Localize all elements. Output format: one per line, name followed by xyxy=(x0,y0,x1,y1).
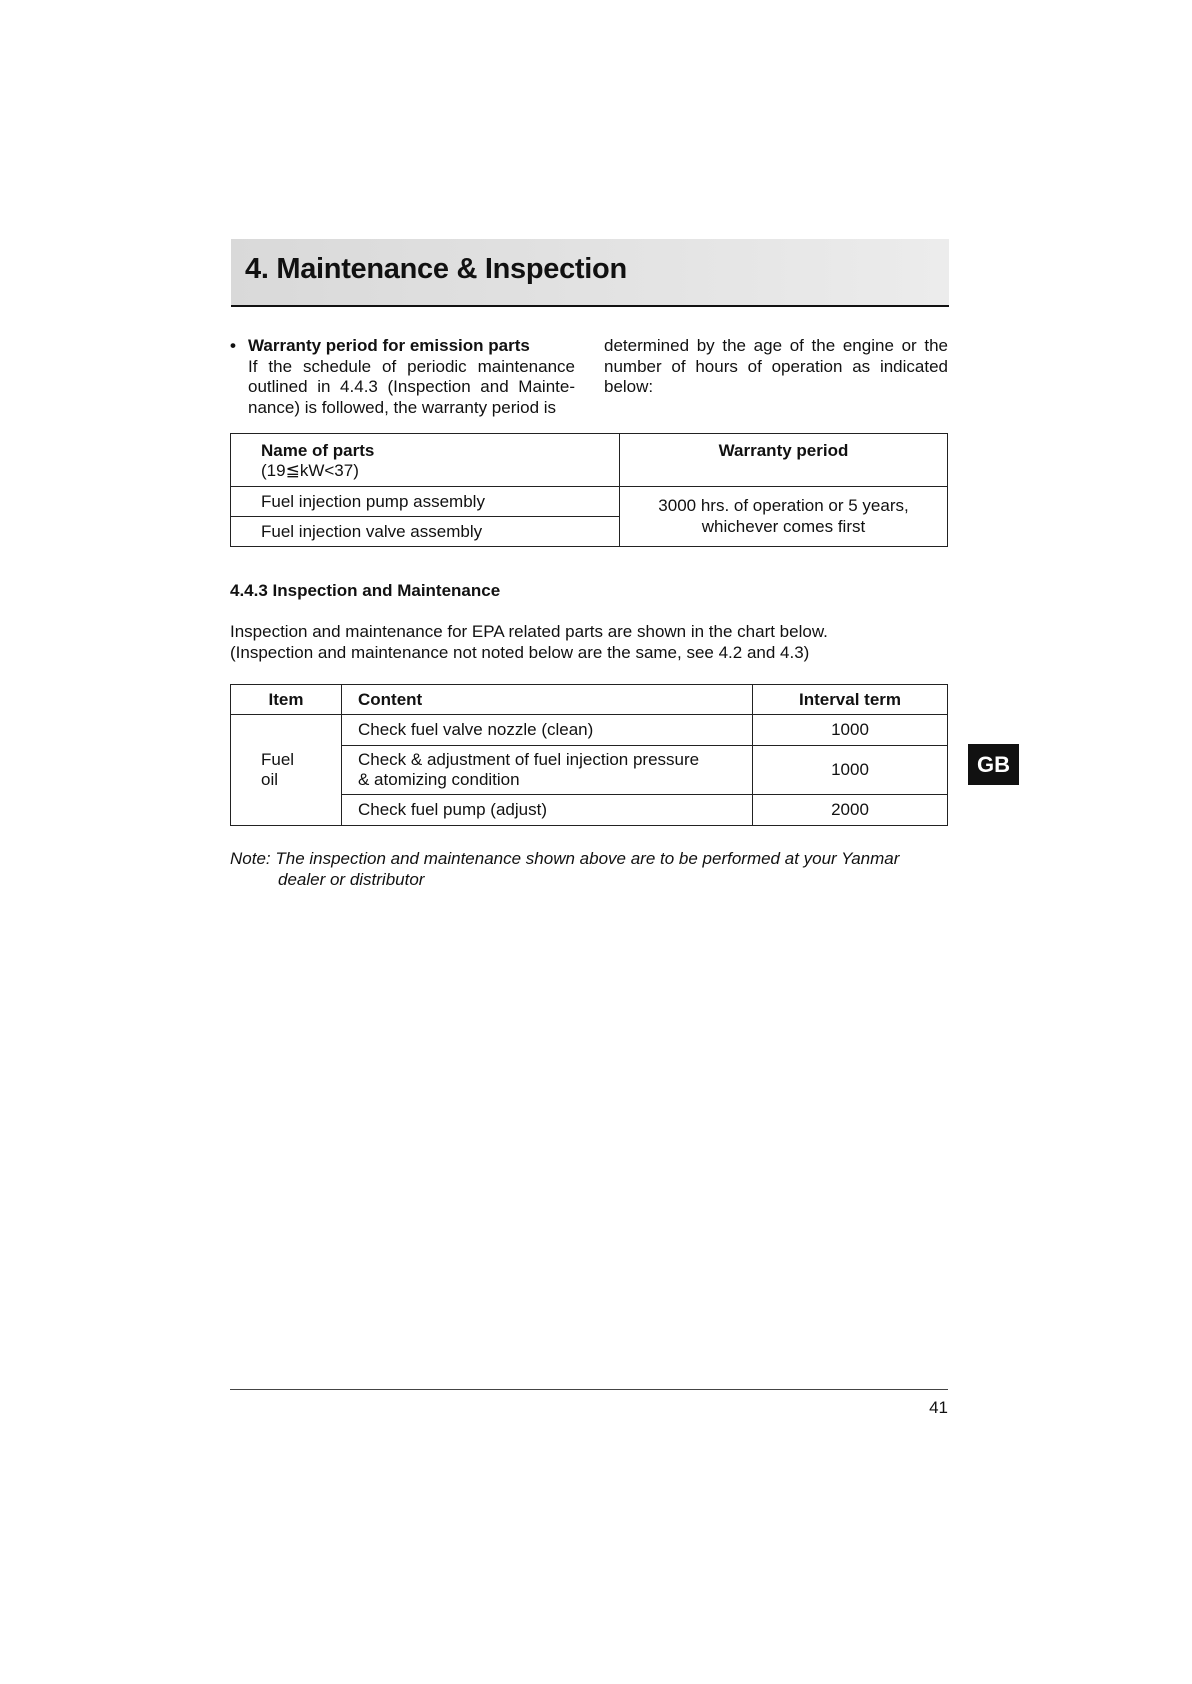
part-name-cell: Fuel injection valve assembly xyxy=(231,517,620,547)
language-tab: GB xyxy=(968,744,1019,785)
warranty-table xyxy=(230,433,948,547)
note-line2: dealer or distributor xyxy=(278,869,425,889)
warranty-period-cell xyxy=(620,487,948,547)
warranty-period-header xyxy=(620,434,948,487)
interval-table xyxy=(230,684,948,826)
name-of-parts-label: Name of parts xyxy=(261,441,375,460)
power-range-label: (19≦kW<37) xyxy=(261,461,359,480)
note xyxy=(230,849,950,890)
page-number: 41 xyxy=(929,1398,948,1417)
intro-line2: (Inspection and maintenance not noted below are the same, see 4.2 and 4.3) xyxy=(230,642,810,662)
content-cell xyxy=(342,746,753,795)
interval-header: Interval term xyxy=(753,685,948,715)
warranty-period-line2: whichever comes first xyxy=(701,516,866,536)
interval-cell: 1000 xyxy=(753,715,948,746)
table-row xyxy=(231,487,948,517)
note-line1: Note: The inspection and maintenance shown above are to be performed at your Yanmar xyxy=(230,849,900,868)
interval-header-row xyxy=(231,685,948,715)
footer-divider xyxy=(230,1389,948,1390)
chapter-title: 4. Maintenance & Inspection xyxy=(245,253,627,285)
warranty-period-line1: 3000 hrs. of operation or 5 years, xyxy=(658,496,909,515)
warranty-period-label: Warranty period xyxy=(718,441,849,460)
content-cell: Check fuel valve nozzle (clean) xyxy=(342,715,753,746)
warranty-body-left: If the schedule of periodic maintenance outlined in 4.4.3 (Inspection and Mainte-nance) is followed, the warranty period is xyxy=(248,356,575,417)
content-cell: Check fuel pump (adjust) xyxy=(342,795,753,826)
section-intro xyxy=(230,622,828,663)
content-line2: & atomizing condition xyxy=(358,770,520,789)
warranty-heading-text: Warranty period for emission parts xyxy=(248,336,530,355)
section-heading: 4.4.3 Inspection and Maintenance xyxy=(230,581,501,600)
intro-line1: Inspection and maintenance for EPA related parts are shown in the chart below. xyxy=(230,622,828,641)
item-line1: Fuel xyxy=(261,749,295,769)
warranty-body-right: determined by the age of the engine or the number of hours of operation as indicated below: xyxy=(604,336,948,396)
content-header: Content xyxy=(342,685,753,715)
warranty-header-row xyxy=(231,434,948,487)
warranty-intro-left xyxy=(230,336,575,418)
item-cell xyxy=(231,715,342,826)
interval-cell: 2000 xyxy=(753,795,948,826)
content-line1: Check & adjustment of fuel injection pressure xyxy=(358,749,700,769)
item-line2: oil xyxy=(261,770,279,789)
chapter-header xyxy=(231,239,949,307)
part-name-cell: Fuel injection pump assembly xyxy=(231,487,620,517)
name-of-parts-header xyxy=(231,434,620,487)
item-header: Item xyxy=(231,685,342,715)
interval-cell: 1000 xyxy=(753,746,948,795)
table-row xyxy=(231,715,948,746)
warranty-heading xyxy=(230,336,575,357)
bullet-icon: • xyxy=(230,336,236,355)
